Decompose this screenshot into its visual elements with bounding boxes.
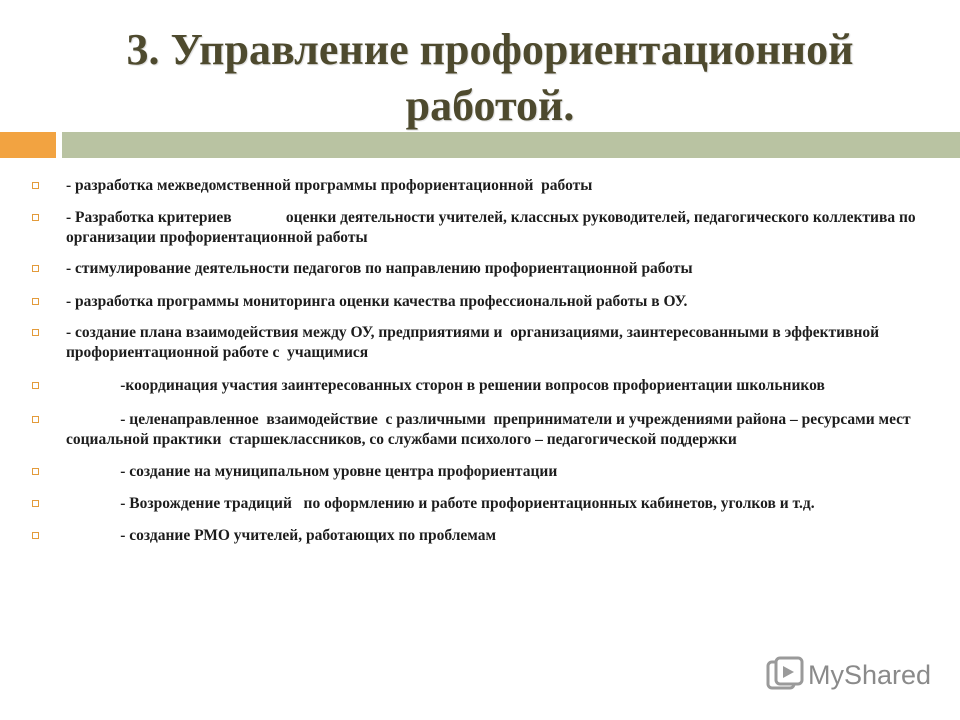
square-bullet-icon bbox=[32, 298, 39, 305]
myshared-watermark bbox=[766, 655, 931, 695]
square-bullet-icon bbox=[32, 500, 39, 507]
accent-band-green bbox=[62, 132, 960, 158]
watermark-text: MyShared bbox=[808, 659, 932, 690]
bullet-item: - создание на муниципальном уровне центра профориентации bbox=[30, 462, 930, 482]
bullet-item: - Разработка критериев оценки деятельности учителей, классных руководителей, педагогического коллектива по организации профориентационной работы bbox=[30, 208, 930, 248]
square-bullet-icon bbox=[32, 532, 39, 539]
square-bullet-icon bbox=[32, 382, 39, 389]
square-bullet-icon bbox=[32, 329, 39, 336]
bullet-item: - стимулирование деятельности педагогов по направлению профориентационной работы bbox=[30, 259, 930, 279]
bullet-item: - создание плана взаимодействия между ОУ, предприятиями и организациями, заинтересованными в эффективной профориентационной работе с учащимися bbox=[30, 323, 930, 363]
bullet-item: - Возрождение традиций по оформлению и работе профориентационных кабинетов, уголков и т.д. bbox=[30, 494, 930, 514]
title-line-1: 3. Управление профориентационной bbox=[126, 25, 854, 74]
bullet-item: - разработка программы мониторинга оценки качества профессиональной работы в ОУ. bbox=[30, 292, 930, 312]
square-bullet-icon bbox=[32, 468, 39, 475]
square-bullet-icon bbox=[32, 265, 39, 272]
title-line-2: работой. bbox=[405, 81, 575, 130]
myshared-logo-icon bbox=[766, 656, 804, 694]
bullet-item: - разработка межведомственной программы профориентационной работы bbox=[30, 176, 930, 196]
square-bullet-icon bbox=[32, 416, 39, 423]
accent-band-orange bbox=[0, 132, 56, 158]
bullet-item: -координация участия заинтересованных сторон в решении вопросов профориентации школьников bbox=[30, 376, 930, 396]
bullet-list bbox=[30, 176, 930, 546]
bullet-item: - создание РМО учителей, работающих по проблемам bbox=[30, 526, 930, 546]
bullet-item: - целенаправленное взаимодействие с различными преприниматели и учреждениями района – ресурсами мест социальной практики старшеклассников, со службами психолого – педагогической поддержки bbox=[30, 410, 930, 450]
square-bullet-icon bbox=[32, 182, 39, 189]
square-bullet-icon bbox=[32, 214, 39, 221]
slide-title bbox=[60, 22, 920, 134]
